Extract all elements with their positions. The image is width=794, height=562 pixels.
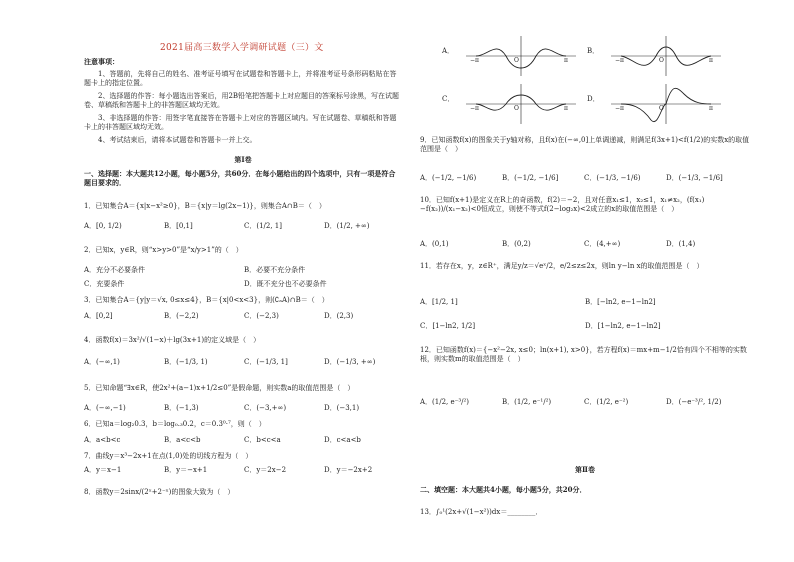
option-c[interactable]: C．(−1/3, 1] <box>244 358 288 366</box>
section1-heading: 一、选择题：本大题共12小题，每小题5分，共60分．在每小题给出的四个选项中，只有一项是符合题目要求的． <box>84 169 396 187</box>
option-a[interactable]: A．(1/2, e⁻³/²) <box>420 398 470 406</box>
option-d[interactable]: D．y＝−2x+2 <box>324 466 373 474</box>
option-b[interactable]: B．(0,2) <box>502 240 531 248</box>
graph-b-origin: O <box>659 57 664 64</box>
question-5-stem: 5．已知命题“∃x∈R，使2x²+(a−1)x+1/2≤0”是假命题，则实数a的取值范围是（ ） <box>84 384 355 392</box>
question-13-stem: 13．∫₀¹(2x+√(1−x²))dx＝________． <box>420 508 543 516</box>
option-d[interactable]: D．[1−ln2, e−1−ln2] <box>585 322 661 330</box>
option-b[interactable]: B．a<c<b <box>164 436 201 444</box>
question-11-options-row2 <box>420 322 750 331</box>
graph-a-origin: O <box>514 57 519 64</box>
option-c[interactable]: C．[1−ln2, 1/2] <box>420 322 476 330</box>
option-d[interactable]: D．(1/2, +∞) <box>324 222 370 230</box>
option-d[interactable]: D．c<a<b <box>324 436 361 444</box>
question-6-options <box>84 436 402 445</box>
option-d[interactable]: D．(−1/3, +∞) <box>324 358 376 366</box>
option-a[interactable]: A．(−∞,−1) <box>84 404 126 412</box>
question-7-options <box>84 466 402 475</box>
option-c[interactable]: C．(−1/3, −1/6) <box>584 174 641 182</box>
option-c[interactable]: C．y＝2x−2 <box>244 466 287 474</box>
question-11-options-row1 <box>420 298 750 307</box>
graph-c-pi: π <box>564 105 568 112</box>
section2-title: 第Ⅱ卷 <box>575 465 595 474</box>
option-b[interactable]: B．[−ln2, e−1−ln2] <box>585 298 656 306</box>
question-12-stem: 12．已知函数f(x)＝{−x²−2x, x≤0；ln(x+1), x>0}，若方程f(x)＝mx+m−1/2恰有四个不相等的实数根，则实数m的取值范围是（ ） <box>420 346 747 363</box>
graph-c-origin: O <box>514 105 519 112</box>
graph-c-neg-pi: −π <box>470 105 479 112</box>
option-a[interactable]: A．a<b<c <box>84 436 121 444</box>
option-a[interactable]: A．[1/2, 1] <box>420 298 458 306</box>
option-d[interactable]: D．(2,3) <box>324 312 354 320</box>
option-b[interactable]: B．(−2,2) <box>164 312 199 320</box>
option-c[interactable]: C．充要条件 <box>84 280 125 288</box>
section2-heading: 二、填空题：本大题共4小题，每小题5分，共20分． <box>420 485 587 494</box>
option-c[interactable]: C．(−2,3) <box>244 312 279 320</box>
page-title: 2021届高三数学入学调研试题（三）文 <box>160 43 324 53</box>
question-12-options <box>420 398 750 407</box>
option-c[interactable]: C．b<c<a <box>244 436 281 444</box>
option-d[interactable]: D．(−e⁻³/², 1/2) <box>666 398 722 406</box>
question-2-options-row1 <box>84 266 402 275</box>
graph-b-neg-pi: −π <box>615 57 624 64</box>
option-a[interactable]: A．[0, 1/2) <box>84 222 122 230</box>
option-a[interactable]: A．[0,2] <box>84 312 113 320</box>
graph-d-origin: O <box>659 105 664 112</box>
notice-heading: 注意事项： <box>84 57 119 66</box>
option-a[interactable]: A．y＝x−1 <box>84 466 122 474</box>
option-a[interactable]: A．(0,1) <box>420 240 449 248</box>
question-5-options <box>84 404 402 413</box>
option-d[interactable]: D．既不充分也不必要条件 <box>244 280 327 288</box>
question-9-options <box>420 174 750 183</box>
question-3-stem: 3．已知集合A＝{y|y＝√x, 0≤x≤4}，B＝{x|0<x<3}，则(∁ₐA)∩B＝（ ） <box>84 296 329 304</box>
option-b[interactable]: B．(1/2, e⁻¹/²) <box>502 398 552 406</box>
graph-a-pi: π <box>564 57 568 64</box>
question-3-options <box>84 312 402 321</box>
question-2-options-row2 <box>84 280 402 289</box>
graph-c-label[interactable]: C． <box>442 95 455 103</box>
graph-panel <box>436 32 766 132</box>
option-b[interactable]: B．(−1/2, −1/6] <box>502 174 559 182</box>
question-10-stem: 10．已知f(x+1)是定义在R上的奇函数，f(2)＝−2，且对任意x₁≤1，x₂≤1，x₁≠x₂，(f(x₁)−f(x₂))/(x₁−x₂)<0恒成立，则使不等式f(2−log₂x)<2成立的x的取值范围是（ ） <box>420 196 705 213</box>
section1-title: 第Ⅰ卷 <box>234 155 252 164</box>
option-c[interactable]: C．(4,+∞) <box>584 240 621 248</box>
option-b[interactable]: B．必要不充分条件 <box>244 266 306 274</box>
graph-d-label[interactable]: D． <box>587 95 600 103</box>
option-b[interactable]: B．y＝−x+1 <box>164 466 208 474</box>
option-b[interactable]: B．(−1/3, 1) <box>164 358 208 366</box>
graph-d-neg-pi: −π <box>615 105 624 112</box>
option-a[interactable]: A．(−1/2, −1/6) <box>420 174 477 182</box>
question-1-options <box>84 222 402 231</box>
option-d[interactable]: D．(−3,1) <box>324 404 360 412</box>
question-4-options <box>84 358 402 367</box>
graph-a-label[interactable]: A． <box>442 47 455 55</box>
option-c[interactable]: C．(−3,+∞) <box>244 404 287 412</box>
option-a[interactable]: A．充分不必要条件 <box>84 266 146 274</box>
graph-a-neg-pi: −π <box>470 57 479 64</box>
question-7-stem: 7．曲线y＝x³−2x+1在点(1,0)处的切线方程为（ ） <box>84 452 253 460</box>
question-2-stem: 2．已知x，y∈R，则“x>y>0”是“x/y>1”的（ ） <box>84 246 243 254</box>
notice-item: 3、非选择题的作答：用签字笔直接答在答题卡上对应的答题区域内。写在试题卷、草稿纸和答题卡上的非答题区域均无效。 <box>84 114 397 131</box>
question-8-graphs <box>436 32 766 132</box>
notice-item: 2、选择题的作答：每小题选出答案后，用2B铅笔把答题卡上对应题目的答案标号涂黑，写在试题卷、草稿纸和答题卡上的非答题区域均无效。 <box>84 92 400 109</box>
option-b[interactable]: B．(−1,3) <box>164 404 199 412</box>
option-b[interactable]: B．[0,1] <box>164 222 193 230</box>
question-4-stem: 4．函数f(x)＝3x²/√(1−x)＋lg(3x+1)的定义域是（ ） <box>84 336 261 344</box>
notice-item: 4、考试结束后，请将本试题卷和答题卡一并上交。 <box>98 136 257 144</box>
option-d[interactable]: D．(1,4) <box>666 240 696 248</box>
graph-d-pi: π <box>709 105 713 112</box>
graph-b-label[interactable]: B． <box>587 47 600 55</box>
question-10-options <box>420 240 750 249</box>
option-a[interactable]: A．(−∞,1) <box>84 358 120 366</box>
option-c[interactable]: C．(1/2, e⁻²) <box>584 398 629 406</box>
notice-item: 1、答题前，先将自己的姓名、准考证号填写在试题卷和答题卡上，并将准考证号条形码粘贴在答题卡上的指定位置。 <box>84 70 397 87</box>
question-8-stem: 8．函数y＝2sinx/(2ˣ+2⁻ˣ)的图象大致为（ ） <box>84 488 235 496</box>
question-6-stem: 6．已知a＝log₂0.3，b＝log₀.₃0.2，c＝0.3⁰·⁷，则（ ） <box>84 420 266 428</box>
question-9-stem: 9．已知函数f(x)的图象关于y轴对称，且f(x)在(−∞,0]上单调递减，则满足f(3x+1)<f(1/2)的实数x的取值范围是（ ） <box>420 136 750 153</box>
question-1-stem: 1．已知集合A＝{x|x−x²≥0}，B＝{x|y＝lg(2x−1)}，则集合A∩B＝（ ） <box>84 202 326 210</box>
option-c[interactable]: C．(1/2, 1] <box>244 222 282 230</box>
graph-b-pi: π <box>709 57 713 64</box>
option-d[interactable]: D．(−1/3, −1/6] <box>666 174 723 182</box>
question-11-stem: 11．若存在x，y，z∈R⁺，满足y/z＝√eˣ/2，e/2≤z≤2x，则ln y−ln x的取值范围是（ ） <box>420 262 704 270</box>
